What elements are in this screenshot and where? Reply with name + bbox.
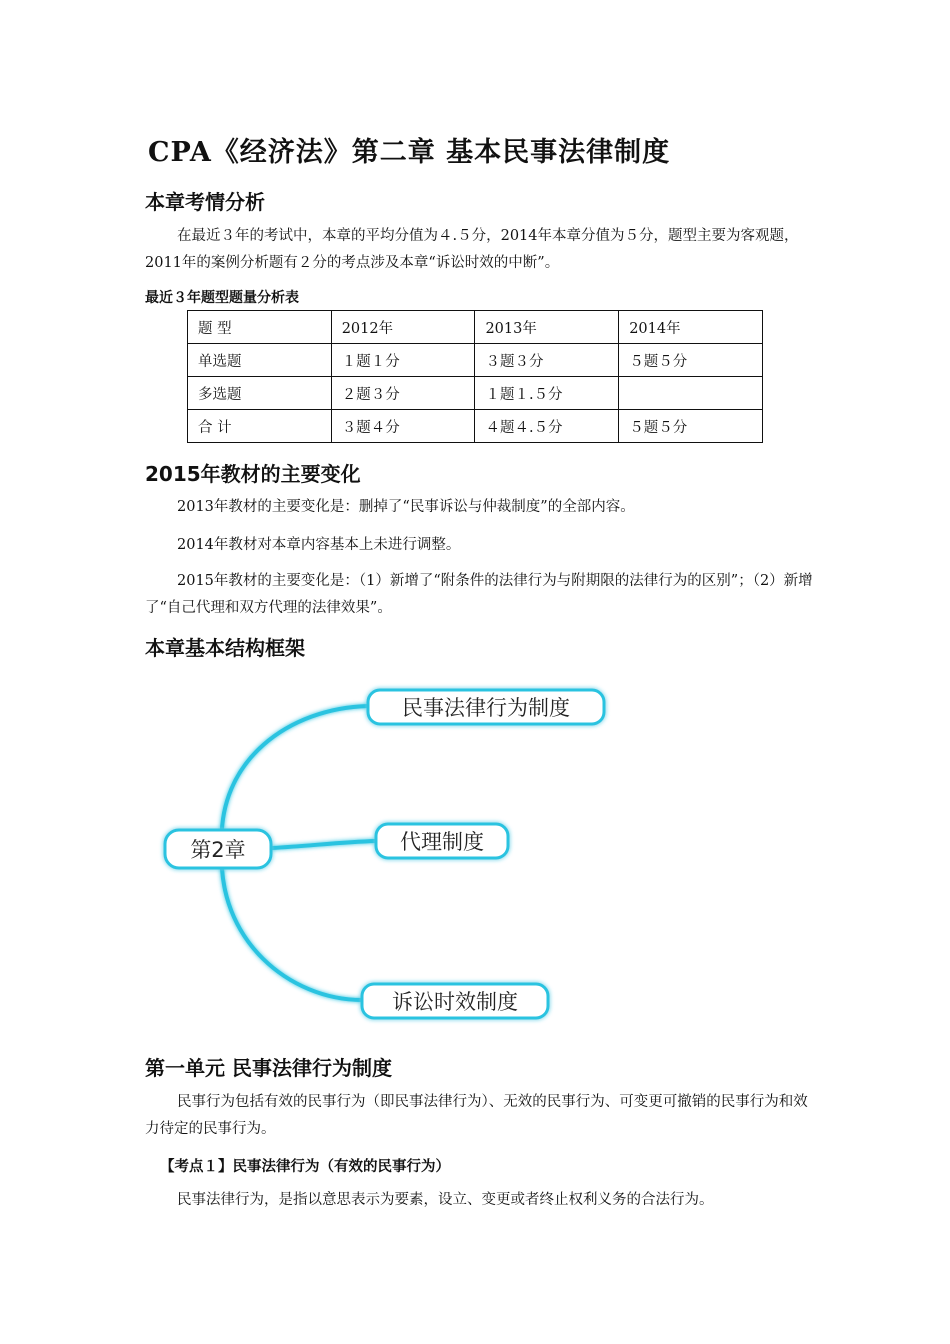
mindmap-branch-label: 诉讼时效制度 xyxy=(392,990,518,1014)
exam-point-heading: 【考点１】民事法律行为（有效的民事行为） xyxy=(160,1159,450,1175)
table-cell: 题 型 xyxy=(188,311,332,344)
table-row xyxy=(188,344,763,377)
page-title: CPA《经济法》第二章 基本民事法律制度 xyxy=(148,137,671,168)
mindmap-node-limitation xyxy=(362,984,548,1018)
question-stats-table xyxy=(187,310,763,443)
table-cell: 多选题 xyxy=(188,377,332,410)
table-cell: 单选题 xyxy=(188,344,332,377)
table-cell: ３题３分 xyxy=(475,344,619,377)
table-caption: 最近３年题型题量分析表 xyxy=(145,290,299,306)
mindmap-branch-label: 代理制度 xyxy=(400,830,484,854)
mindmap-branch-label: 民事法律行为制度 xyxy=(402,696,570,720)
legal-act-definition: 民事法律行为，是指以意思表示为要素，设立、变更或者终止权利义务的合法行为。 xyxy=(177,1192,714,1208)
table-cell: 2013年 xyxy=(475,311,619,344)
table-cell: ２题３分 xyxy=(331,377,475,410)
table-cell: 2012年 xyxy=(331,311,475,344)
section-heading-structure: 本章基本结构框架 xyxy=(145,636,305,660)
chapter-mindmap xyxy=(140,670,620,1030)
section-heading-unit-one: 第一单元 民事法律行为制度 xyxy=(145,1056,392,1080)
mindmap-node-legal-acts xyxy=(368,690,604,724)
unit-one-paragraph: 民事行为包括有效的民事行为（即民事法律行为）、无效的民事行为、可变更可撤销的民事行为和效力待定的民事行为。 xyxy=(145,1094,808,1137)
table-cell: ５题５分 xyxy=(619,344,763,377)
mindmap-center-label: 第2章 xyxy=(190,838,246,862)
mindmap-node-agency xyxy=(376,824,508,858)
changes-paragraph-2014: 2014年教材对本章内容基本上未进行调整。 xyxy=(177,537,461,553)
section-heading-exam-analysis: 本章考情分析 xyxy=(145,190,265,214)
table-cell: １题１.５分 xyxy=(475,377,619,410)
branch-connector-middle xyxy=(272,841,376,848)
branch-connector-top xyxy=(222,706,368,848)
table-cell xyxy=(619,377,763,410)
table-cell: 合 计 xyxy=(188,410,332,443)
table-cell: ５题５分 xyxy=(619,410,763,443)
table-row xyxy=(188,410,763,443)
exam-analysis-paragraph: 在最近３年的考试中，本章的平均分值为４.５分，2014年本章分值为５分，题型主要为客观题，2011年的案例分析题有２分的考点涉及本章“诉讼时效的中断”。 xyxy=(145,228,799,271)
section-heading-textbook-changes: 2015年教材的主要变化 xyxy=(145,462,361,486)
mindmap-node-center xyxy=(165,830,271,868)
table-row xyxy=(188,311,763,344)
table-cell: ３题４分 xyxy=(331,410,475,443)
table-cell: １题１分 xyxy=(331,344,475,377)
changes-paragraph-2015: 2015年教材的主要变化是：（1）新增了“附条件的法律行为与附期限的法律行为的区别”；（2）新增了“自己代理和双方代理的法律效果”。 xyxy=(145,573,813,616)
table-row xyxy=(188,377,763,410)
branch-connector-bottom xyxy=(222,848,362,1000)
table-cell: 2014年 xyxy=(619,311,763,344)
changes-paragraph-2013: 2013年教材的主要变化是：删掉了“民事诉讼与仲裁制度”的全部内容。 xyxy=(177,499,635,515)
table-cell: ４题４.５分 xyxy=(475,410,619,443)
